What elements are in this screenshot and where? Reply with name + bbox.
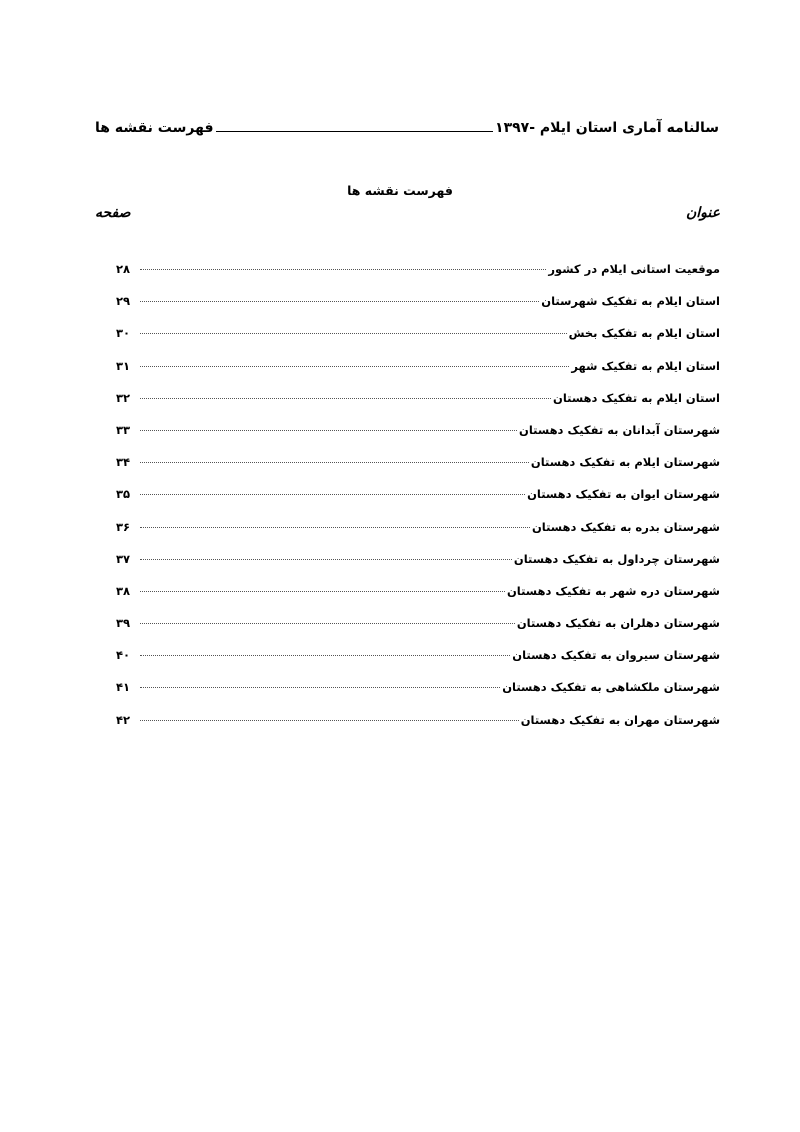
toc-entry-label: استان ایلام به تفکیک دهستان [553, 390, 720, 405]
toc-entry-page: ۳۳ [115, 422, 131, 437]
toc-entry-label: شهرستان ملکشاهی به تفکیک دهستان [502, 680, 720, 695]
toc-entry-page: ۳۱ [115, 358, 131, 373]
toc-entry-label: شهرستان دهلران به تفکیک دهستان [516, 616, 720, 631]
toc-entry[interactable] [108, 262, 720, 294]
toc-entry[interactable] [108, 616, 720, 648]
toc-dot-leader [140, 301, 539, 302]
toc-entry-label: شهرستان آبدانان به تفکیک دهستان [519, 422, 720, 437]
toc-dot-leader [140, 366, 569, 367]
toc-dot-leader [140, 559, 512, 560]
toc-entry-label: شهرستان چرداول به تفکیک دهستان [513, 551, 720, 566]
toc-entry-label: شهرستان ایلام به تفکیک دهستان [530, 455, 720, 470]
toc-dot-leader [140, 462, 529, 463]
toc-entry[interactable] [108, 391, 720, 423]
toc-entry[interactable] [108, 294, 720, 326]
toc-list [108, 262, 720, 745]
toc-entry-page: ۳۰ [115, 326, 131, 341]
toc-dot-leader [140, 269, 546, 270]
toc-entry-page: ۳۲ [115, 390, 131, 405]
toc-dot-leader [140, 655, 510, 656]
toc-entry-page: ۴۱ [115, 680, 131, 695]
toc-dot-leader [140, 527, 530, 528]
toc-dot-leader [140, 398, 551, 399]
toc-dot-leader [140, 720, 519, 721]
toc-entry[interactable] [108, 648, 720, 680]
toc-entry-label: شهرستان ایوان به تفکیک دهستان [527, 487, 720, 502]
toc-entry-label: شهرستان بدره به تفکیک دهستان [531, 519, 720, 534]
toc-entry-page: ۳۵ [115, 487, 131, 502]
toc-entry[interactable] [108, 326, 720, 358]
toc-entry-label: موقعیت استانی ایلام در کشور [548, 262, 720, 276]
toc-entry[interactable] [108, 455, 720, 487]
toc-entry[interactable] [108, 520, 720, 552]
toc-entry[interactable] [108, 680, 720, 712]
toc-entry-page: ۴۲ [115, 712, 131, 727]
toc-entry-page: ۴۰ [115, 648, 131, 663]
toc-entry[interactable] [108, 713, 720, 745]
toc-entry-label: استان ایلام به تفکیک شهرستان [541, 294, 720, 309]
toc-entry[interactable] [108, 584, 720, 616]
toc-entry[interactable] [108, 487, 720, 519]
toc-entry-page: ۳۸ [115, 583, 131, 598]
toc-dot-leader [140, 623, 515, 624]
toc-dot-leader [140, 591, 505, 592]
toc-entry-page: ۳۴ [115, 455, 131, 470]
toc-column-title: عنوان [686, 205, 720, 221]
toc-entry[interactable] [108, 423, 720, 455]
toc-entry[interactable] [108, 552, 720, 584]
toc-entry-label: استان ایلام به تفکیک شهر [571, 358, 720, 373]
toc-dot-leader [140, 430, 517, 431]
toc-dot-leader [140, 494, 525, 495]
toc-entry-label: شهرستان مهران به تفکیک دهستان [520, 712, 720, 727]
header-section: فهرست نقشه ها [95, 120, 214, 136]
header-title: سالنامه آماری استان ایلام -۱۳۹۷ [495, 120, 719, 136]
toc-entry[interactable] [108, 359, 720, 391]
toc-entry-page: ۲۸ [115, 262, 131, 276]
toc-entry-page: ۳۷ [115, 551, 131, 566]
running-header [95, 120, 719, 136]
toc-title: فهرست نقشه ها [347, 183, 453, 198]
toc-dot-leader [140, 687, 500, 688]
toc-entry-page: ۲۹ [115, 294, 131, 309]
toc-entry-page: ۳۹ [115, 616, 131, 631]
header-rule [216, 131, 494, 132]
toc-column-page: صفحه [95, 205, 131, 221]
toc-entry-page: ۳۶ [115, 519, 131, 534]
toc-entry-label: شهرستان سیروان به تفکیک دهستان [512, 648, 720, 663]
toc-entry-label: استان ایلام به تفکیک بخش [568, 326, 720, 341]
toc-dot-leader [140, 333, 567, 334]
toc-entry-label: شهرستان دره شهر به تفکیک دهستان [506, 583, 720, 598]
